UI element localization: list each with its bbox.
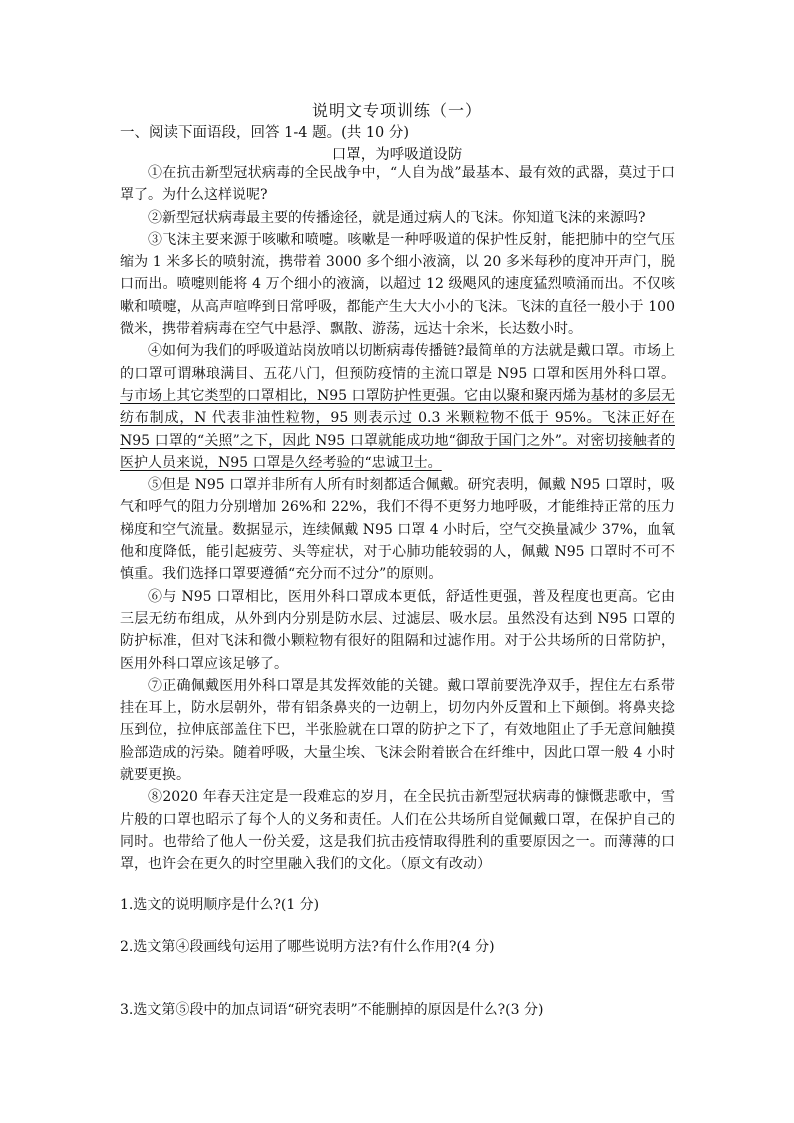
paragraph-5: ⑤但是 N95 口罩并非所有人所有时刻都适合佩戴。研究表明，佩戴 N95 口罩时，吸气和呼气的阻力分别增加 26%和 22%，我们不得不更努力地呼吸，才能维持正常的压力梯度和空气流量。数据显示，连续佩戴 N95 口罩 4 小时后，空气交换量减少 37%，血氧他和度降低，能引起疲劳、头等症状，对于心肺功能较弱的人，佩戴 N95 口罩时不可不慎重。我们选择口罩要遵循“充分而不过分”的原则。 <box>120 477 675 583</box>
article-title: 口罩，为呼吸道设防 <box>331 147 463 163</box>
paragraph-2: ②新型冠状病毒最主要的传播途径，就是通过病人的飞沫。你知道飞沫的来源吗? <box>148 209 646 226</box>
paragraph-3: ③飞沫主要来源于咳嗽和喷嚏。咳嗽是一种呼吸道的保护性反射，能把肺中的空气压缩为 1 米多长的喷射流，携带着 3000 多个细小液滴，以 20 多米每秒的度冲开声门，脱口而出。喷嚏则能将 4 万个细小的液滴，以超过 12 级飓风的速度猛烈喷涌而出。不仅咳嗽和喷嚏，从高声喧哗到日常呼吸，都能产生大大小小的飞沫。飞沫的直径一般小于 100 微米，携带着病毒在空气中悬浮、飘散、游荡，远达十余米，长达数小时。 <box>120 231 675 338</box>
question-3: 3.选文第⑤段中的加点词语“研究表明”不能删掉的原因是什么?(3 分) <box>120 1002 544 1018</box>
paragraph-1: ①在抗击新型冠状病毒的全民战争中，“人自为战”最基本、最有效的武器，莫过于口罩了。为什么这样说呢? <box>120 165 675 204</box>
paragraph-8: ⑧2020 年春天注定是一段难忘的岁月，在全民抗击新型冠状病毒的慷慨悲歌中，雪片般的口罩也昭示了每个人的义务和责任。人们在公共场所自觉佩戴口罩，在保护自己的同时。也带给了他人一份关爱，这是我们抗击疫情取得胜利的重要原因之一。而薄薄的口罩，也许会在更久的时空里融入我们的文化。（原文有改动） <box>120 789 675 873</box>
question-1: 1.选文的说明顺序是什么?(1 分) <box>120 897 320 913</box>
paragraph-7: ⑦正确佩戴医用外科口罩是其发挥效能的关键。戴口罩前要洗净双手，捏住左右系带挂在耳上，防水层朝外，带有铝条鼻夹的一边朝上，切勿内外反置和上下颠倒。将鼻夹捻压到位，拉伸底部盖住下巴，半张脸就在口罩的防护之下了，有效地阻止了手无意间触摸脸部造成的污染。随着呼吸，大量尘埃、飞沫会附着嵌合在纤维中，因此口罩一般 4 小时就要更换。 <box>120 677 675 784</box>
section-heading: 一、阅读下面语段，回答 1-4 题。(共 10 分) <box>120 125 410 141</box>
article-body <box>120 162 675 876</box>
paragraph-4-underlined-text: 与市场上其它类型的口罩相比，N95 口罩防护性更强。它由以聚和聚丙烯为基材的多层无纺布制成，N 代表非油性粒物，95 则表示过 0.3 米颗粒物不低于 95%。飞沫正好在 N95 口罩的“关照”之下，因此 N95 口罩就能成功地“御敌于国门之外”。对密切接触者的医护人员来说，N95 口罩是久经考验的“忠诚卫士。 <box>120 387 675 471</box>
paragraph-4-text: ④如何为我们的呼吸道站岗放哨以切断病毒传播链?最简单的方法就是戴口罩。市场上的口罩可谓琳琅满目、五花八门，但预防疫情的主流口罩是 N95 口罩和医用外科口罩。 <box>120 343 675 382</box>
paragraph-6: ⑥与 N95 口罩相比，医用外科口罩成本更低，舒适性更强，普及程度也更高。它由三层无纺布组成，从外到内分别是防水层、过滤层、吸水层。虽然没有达到 N95 口罩的防护标准，但对飞沫和微小颗粒物有很好的阻隔和过滤作用。对于公共场所的日常防护，医用外科口罩应该足够了。 <box>120 588 675 672</box>
page-title: 说明文专项训练（一） <box>311 101 482 120</box>
question-2: 2.选文第④段画线句运用了哪些说明方法?有什么作用?(4 分) <box>120 939 495 955</box>
paragraph-4 <box>120 340 675 474</box>
